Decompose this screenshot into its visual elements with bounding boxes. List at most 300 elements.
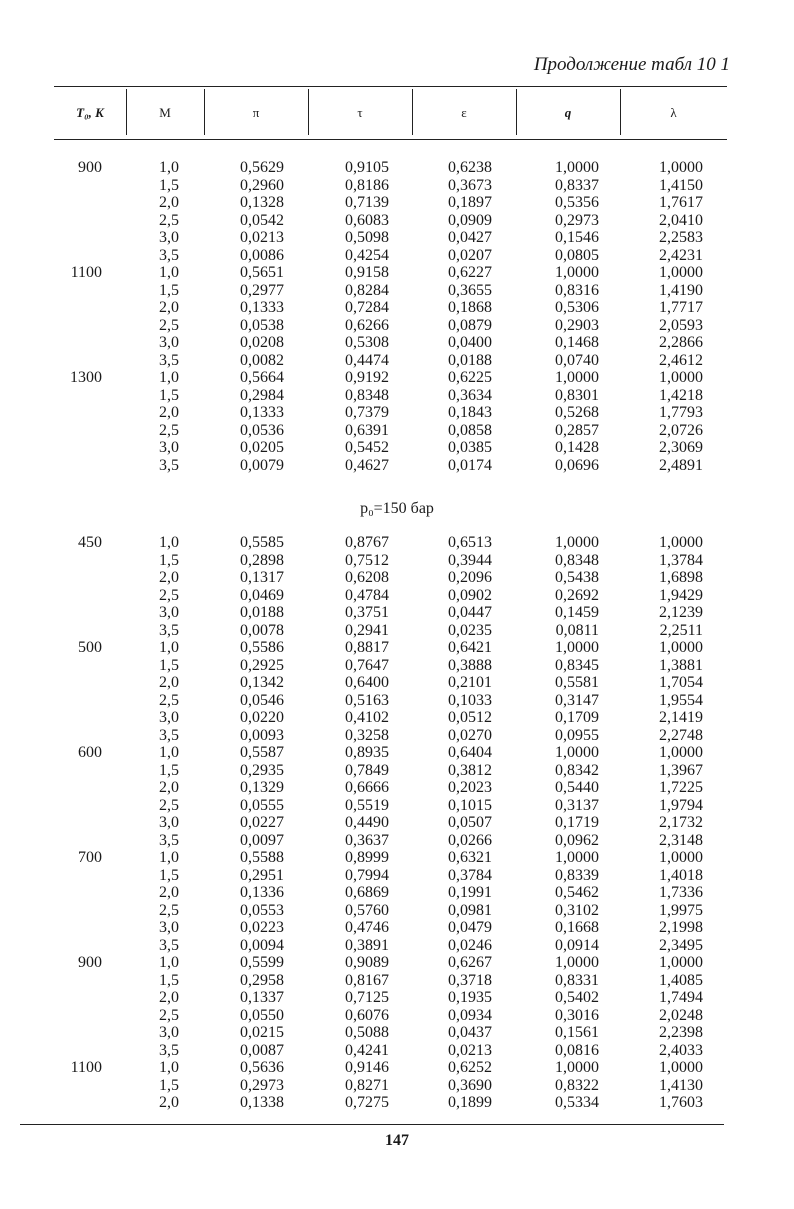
pi-cell: 0,1317 (240, 569, 284, 586)
eps-cell: 0,0512 (448, 709, 492, 726)
lambda-cell: 1,7336 (659, 884, 703, 901)
lambda-cell: 1,0000 (659, 849, 703, 866)
pi-cell: 0,0223 (240, 919, 284, 936)
lambda-cell: 2,4891 (659, 456, 703, 474)
m-cell: 2,5 (159, 901, 179, 919)
m-cell: 2,0 (159, 779, 179, 796)
pi-cell: 0,0188 (240, 604, 284, 621)
eps-cell: 0,0479 (448, 919, 492, 936)
pi-cell: 0,0093 (240, 726, 284, 744)
table-row (0, 954, 794, 972)
lambda-cell: 2,2748 (659, 726, 703, 744)
pi-cell: 0,2951 (240, 866, 284, 884)
table-row (0, 972, 794, 990)
eps-cell: 0,1033 (448, 691, 492, 709)
lambda-cell: 1,0000 (659, 264, 703, 281)
eps-cell: 0,0246 (448, 936, 492, 954)
eps-cell: 0,1991 (448, 884, 492, 901)
tau-cell: 0,6400 (345, 674, 389, 691)
q-cell: 0,5438 (555, 569, 599, 586)
pi-cell: 0,5629 (240, 159, 284, 176)
section-label: p₀=150 бар (360, 500, 434, 517)
lambda-cell: 2,0410 (659, 211, 703, 229)
footer-rule (20, 1124, 724, 1125)
header-bottom-rule (54, 139, 727, 140)
eps-cell: 0,0507 (448, 814, 492, 831)
m-cell: 2,5 (159, 1006, 179, 1024)
pi-cell: 0,1337 (240, 989, 284, 1006)
m-cell: 1,0 (159, 744, 179, 761)
m-cell: 1,5 (159, 866, 179, 884)
eps-cell: 0,0909 (448, 211, 492, 229)
lambda-cell: 1,9554 (659, 691, 703, 709)
page-number: 147 (385, 1132, 409, 1149)
m-cell: 1,5 (159, 1076, 179, 1094)
m-cell: 3,5 (159, 456, 179, 474)
pi-cell: 0,5588 (240, 849, 284, 866)
column-divider (412, 89, 413, 135)
lambda-cell: 2,1419 (659, 709, 703, 726)
table-row (0, 369, 794, 387)
m-cell: 1,0 (159, 159, 179, 176)
header-lambda: λ (670, 105, 677, 120)
q-cell: 0,0816 (555, 1041, 599, 1059)
table-row (0, 727, 794, 745)
table-row (0, 867, 794, 885)
m-cell: 1,0 (159, 264, 179, 281)
tau-cell: 0,7379 (345, 404, 389, 421)
m-cell: 3,5 (159, 936, 179, 954)
m-cell: 2,0 (159, 1094, 179, 1111)
m-cell: 3,0 (159, 1024, 179, 1041)
pi-cell: 0,0213 (240, 229, 284, 246)
table-row (0, 457, 794, 475)
q-cell: 1,0000 (555, 849, 599, 866)
column-divider (516, 89, 517, 135)
pi-cell: 0,5636 (240, 1059, 284, 1076)
lambda-cell: 1,3784 (659, 551, 703, 569)
m-cell: 3,5 (159, 1041, 179, 1059)
table-row (0, 692, 794, 710)
pi-cell: 0,1333 (240, 404, 284, 421)
m-cell: 1,5 (159, 971, 179, 989)
tau-cell: 0,2941 (345, 621, 389, 639)
pi-cell: 0,5587 (240, 744, 284, 761)
eps-cell: 0,3812 (448, 761, 492, 779)
eps-cell: 0,2096 (448, 569, 492, 586)
m-cell: 2,5 (159, 421, 179, 439)
lambda-cell: 1,3881 (659, 656, 703, 674)
eps-cell: 0,0207 (448, 246, 492, 264)
table-row (0, 352, 794, 370)
q-cell: 0,1459 (555, 604, 599, 621)
table-row (0, 552, 794, 570)
lambda-cell: 2,1732 (659, 814, 703, 831)
tau-cell: 0,6666 (345, 779, 389, 796)
q-cell: 0,8339 (555, 866, 599, 884)
table-row (0, 639, 794, 657)
lambda-cell: 1,4190 (659, 281, 703, 299)
eps-cell: 0,0902 (448, 586, 492, 604)
table-row (0, 814, 794, 832)
eps-cell: 0,1899 (448, 1094, 492, 1111)
m-cell: 3,0 (159, 814, 179, 831)
m-cell: 3,0 (159, 334, 179, 351)
m-cell: 3,5 (159, 726, 179, 744)
eps-cell: 0,0934 (448, 1006, 492, 1024)
eps-cell: 0,6225 (448, 369, 492, 386)
lambda-cell: 1,4130 (659, 1076, 703, 1094)
pi-cell: 0,0208 (240, 334, 284, 351)
table-row (0, 1007, 794, 1025)
tau-cell: 0,5098 (345, 229, 389, 246)
header-eps: ε (461, 105, 467, 120)
pi-cell: 0,0082 (240, 351, 284, 369)
tau-cell: 0,8284 (345, 281, 389, 299)
q-cell: 0,1709 (555, 709, 599, 726)
table-row (0, 387, 794, 405)
m-cell: 2,0 (159, 674, 179, 691)
tau-cell: 0,9158 (345, 264, 389, 281)
pi-cell: 0,1333 (240, 299, 284, 316)
q-cell: 0,5356 (555, 194, 599, 211)
t0-cell: 1100 (70, 1059, 102, 1076)
m-cell: 3,0 (159, 709, 179, 726)
eps-cell: 0,6238 (448, 159, 492, 176)
table-row (0, 534, 794, 552)
m-cell: 3,0 (159, 604, 179, 621)
pi-cell: 0,2977 (240, 281, 284, 299)
q-cell: 0,8345 (555, 656, 599, 674)
table-row (0, 282, 794, 300)
q-cell: 0,5268 (555, 404, 599, 421)
pi-cell: 0,5599 (240, 954, 284, 971)
eps-cell: 0,6321 (448, 849, 492, 866)
table-row (0, 884, 794, 902)
table-row (0, 334, 794, 352)
m-cell: 2,0 (159, 569, 179, 586)
q-cell: 0,0740 (555, 351, 599, 369)
tau-cell: 0,8817 (345, 639, 389, 656)
eps-cell: 0,3655 (448, 281, 492, 299)
lambda-cell: 1,7054 (659, 674, 703, 691)
tau-cell: 0,4102 (345, 709, 389, 726)
t0-cell: 1100 (70, 264, 102, 281)
table-row (0, 1042, 794, 1060)
pi-cell: 0,0550 (240, 1006, 284, 1024)
eps-cell: 0,0400 (448, 334, 492, 351)
tau-cell: 0,3751 (345, 604, 389, 621)
t0-cell: 600 (78, 744, 102, 761)
pi-cell: 0,0086 (240, 246, 284, 264)
q-cell: 0,0955 (555, 726, 599, 744)
pi-cell: 0,0555 (240, 796, 284, 814)
eps-cell: 0,2101 (448, 674, 492, 691)
lambda-cell: 1,4085 (659, 971, 703, 989)
m-cell: 1,0 (159, 534, 179, 551)
m-cell: 2,5 (159, 586, 179, 604)
lambda-cell: 1,4218 (659, 386, 703, 404)
tau-cell: 0,8935 (345, 744, 389, 761)
m-cell: 2,5 (159, 211, 179, 229)
lambda-cell: 2,1239 (659, 604, 703, 621)
m-cell: 3,0 (159, 439, 179, 456)
t0-cell: 900 (78, 954, 102, 971)
q-cell: 0,0962 (555, 831, 599, 849)
table-row (0, 657, 794, 675)
table-row (0, 1059, 794, 1077)
q-cell: 0,1719 (555, 814, 599, 831)
tau-cell: 0,4490 (345, 814, 389, 831)
q-cell: 0,8337 (555, 176, 599, 194)
tau-cell: 0,7647 (345, 656, 389, 674)
q-cell: 0,3016 (555, 1006, 599, 1024)
table-row (0, 177, 794, 195)
table-row (0, 439, 794, 457)
tau-cell: 0,7849 (345, 761, 389, 779)
m-cell: 1,0 (159, 639, 179, 656)
m-cell: 3,0 (159, 229, 179, 246)
lambda-cell: 2,0248 (659, 1006, 703, 1024)
eps-cell: 0,0427 (448, 229, 492, 246)
q-cell: 0,2973 (555, 211, 599, 229)
m-cell: 1,5 (159, 386, 179, 404)
eps-cell: 0,2023 (448, 779, 492, 796)
pi-cell: 0,2898 (240, 551, 284, 569)
table-row (0, 989, 794, 1007)
pi-cell: 0,1336 (240, 884, 284, 901)
pi-cell: 0,5586 (240, 639, 284, 656)
eps-cell: 0,1868 (448, 299, 492, 316)
tau-cell: 0,9105 (345, 159, 389, 176)
lambda-cell: 2,2866 (659, 334, 703, 351)
t0-cell: 1300 (70, 369, 102, 386)
table-row (0, 212, 794, 230)
m-cell: 2,5 (159, 691, 179, 709)
table-row (0, 247, 794, 265)
eps-cell: 0,3718 (448, 971, 492, 989)
q-cell: 0,8342 (555, 761, 599, 779)
q-cell: 0,1561 (555, 1024, 599, 1041)
q-cell: 1,0000 (555, 264, 599, 281)
tau-cell: 0,6391 (345, 421, 389, 439)
tau-cell: 0,3258 (345, 726, 389, 744)
table-row (0, 604, 794, 622)
eps-cell: 0,6252 (448, 1059, 492, 1076)
table-row (0, 422, 794, 440)
tau-cell: 0,8167 (345, 971, 389, 989)
lambda-cell: 1,9794 (659, 796, 703, 814)
q-cell: 0,8316 (555, 281, 599, 299)
table-row (0, 902, 794, 920)
tau-cell: 0,9192 (345, 369, 389, 386)
q-cell: 1,0000 (555, 639, 599, 656)
m-cell: 1,0 (159, 954, 179, 971)
tau-cell: 0,4784 (345, 586, 389, 604)
pi-cell: 0,2958 (240, 971, 284, 989)
m-cell: 1,0 (159, 369, 179, 386)
tau-cell: 0,6208 (345, 569, 389, 586)
q-cell: 1,0000 (555, 744, 599, 761)
tau-cell: 0,9146 (345, 1059, 389, 1076)
lambda-cell: 1,4018 (659, 866, 703, 884)
tau-cell: 0,8186 (345, 176, 389, 194)
table-row (0, 569, 794, 587)
column-divider (126, 89, 127, 135)
pi-cell: 0,0097 (240, 831, 284, 849)
tau-cell: 0,6869 (345, 884, 389, 901)
table-row (0, 849, 794, 867)
q-cell: 0,2857 (555, 421, 599, 439)
lambda-cell: 1,7617 (659, 194, 703, 211)
q-cell: 0,8301 (555, 386, 599, 404)
t0-cell: 500 (78, 639, 102, 656)
lambda-cell: 1,9429 (659, 586, 703, 604)
tau-cell: 0,3891 (345, 936, 389, 954)
eps-cell: 0,3690 (448, 1076, 492, 1094)
eps-cell: 0,1935 (448, 989, 492, 1006)
pi-cell: 0,2973 (240, 1076, 284, 1094)
lambda-cell: 1,0000 (659, 369, 703, 386)
eps-cell: 0,0235 (448, 621, 492, 639)
lambda-cell: 1,0000 (659, 534, 703, 551)
q-cell: 0,2692 (555, 586, 599, 604)
eps-cell: 0,0981 (448, 901, 492, 919)
table-row (0, 622, 794, 640)
q-cell: 0,0914 (555, 936, 599, 954)
tau-cell: 0,8767 (345, 534, 389, 551)
eps-cell: 0,1897 (448, 194, 492, 211)
header-top-rule (54, 86, 727, 87)
eps-cell: 0,6513 (448, 534, 492, 551)
q-cell: 0,5402 (555, 989, 599, 1006)
lambda-cell: 1,3967 (659, 761, 703, 779)
q-cell: 0,5462 (555, 884, 599, 901)
tau-cell: 0,6083 (345, 211, 389, 229)
t0-cell: 900 (78, 159, 102, 176)
q-cell: 0,1668 (555, 919, 599, 936)
lambda-cell: 1,7603 (659, 1094, 703, 1111)
eps-cell: 0,6267 (448, 954, 492, 971)
pi-cell: 0,0538 (240, 316, 284, 334)
tau-cell: 0,4474 (345, 351, 389, 369)
eps-cell: 0,0266 (448, 831, 492, 849)
tau-cell: 0,8348 (345, 386, 389, 404)
table-row (0, 832, 794, 850)
q-cell: 0,5306 (555, 299, 599, 316)
q-cell: 0,3102 (555, 901, 599, 919)
tau-cell: 0,4627 (345, 456, 389, 474)
tau-cell: 0,7275 (345, 1094, 389, 1111)
pi-cell: 0,5664 (240, 369, 284, 386)
lambda-cell: 2,2583 (659, 229, 703, 246)
tau-cell: 0,8999 (345, 849, 389, 866)
pi-cell: 0,0469 (240, 586, 284, 604)
lambda-cell: 1,7793 (659, 404, 703, 421)
tau-cell: 0,7512 (345, 551, 389, 569)
pi-cell: 0,2925 (240, 656, 284, 674)
pi-cell: 0,0078 (240, 621, 284, 639)
lambda-cell: 1,7717 (659, 299, 703, 316)
table-row (0, 1077, 794, 1095)
pi-cell: 0,0079 (240, 456, 284, 474)
m-cell: 2,0 (159, 194, 179, 211)
m-cell: 1,5 (159, 656, 179, 674)
lambda-cell: 1,0000 (659, 639, 703, 656)
lambda-cell: 2,0726 (659, 421, 703, 439)
tau-cell: 0,3637 (345, 831, 389, 849)
table-row (0, 762, 794, 780)
m-cell: 2,0 (159, 404, 179, 421)
eps-cell: 0,3673 (448, 176, 492, 194)
header-pi: π (252, 105, 260, 120)
table-row (0, 229, 794, 247)
q-cell: 0,1468 (555, 334, 599, 351)
m-cell: 2,5 (159, 316, 179, 334)
column-divider (620, 89, 621, 135)
tau-cell: 0,7139 (345, 194, 389, 211)
tau-cell: 0,6266 (345, 316, 389, 334)
column-divider (204, 89, 205, 135)
lambda-cell: 2,3148 (659, 831, 703, 849)
eps-cell: 0,1843 (448, 404, 492, 421)
tau-cell: 0,5163 (345, 691, 389, 709)
table-row (0, 587, 794, 605)
q-cell: 0,3137 (555, 796, 599, 814)
pi-cell: 0,5651 (240, 264, 284, 281)
eps-cell: 0,0385 (448, 439, 492, 456)
eps-cell: 0,6421 (448, 639, 492, 656)
lambda-cell: 1,7494 (659, 989, 703, 1006)
m-cell: 3,0 (159, 919, 179, 936)
eps-cell: 0,1015 (448, 796, 492, 814)
q-cell: 0,5581 (555, 674, 599, 691)
tau-cell: 0,7284 (345, 299, 389, 316)
header-t0: T₀, K (76, 105, 104, 120)
q-cell: 0,0805 (555, 246, 599, 264)
q-cell: 0,0811 (555, 621, 599, 639)
table-row (0, 299, 794, 317)
pi-cell: 0,0215 (240, 1024, 284, 1041)
pi-cell: 0,1342 (240, 674, 284, 691)
eps-cell: 0,0270 (448, 726, 492, 744)
tau-cell: 0,7125 (345, 989, 389, 1006)
m-cell: 3,5 (159, 621, 179, 639)
tau-cell: 0,9089 (345, 954, 389, 971)
pi-cell: 0,0227 (240, 814, 284, 831)
pi-cell: 0,0087 (240, 1041, 284, 1059)
table-row (0, 744, 794, 762)
tau-cell: 0,4241 (345, 1041, 389, 1059)
lambda-cell: 1,7225 (659, 779, 703, 796)
eps-cell: 0,0188 (448, 351, 492, 369)
eps-cell: 0,3888 (448, 656, 492, 674)
table-row (0, 317, 794, 335)
tau-cell: 0,5088 (345, 1024, 389, 1041)
eps-cell: 0,3944 (448, 551, 492, 569)
pi-cell: 0,0094 (240, 936, 284, 954)
table-caption: Продолжение табл 10 1 (533, 54, 730, 75)
lambda-cell: 2,4231 (659, 246, 703, 264)
pi-cell: 0,0220 (240, 709, 284, 726)
tau-cell: 0,4746 (345, 919, 389, 936)
tau-cell: 0,5519 (345, 796, 389, 814)
lambda-cell: 1,6898 (659, 569, 703, 586)
table-row (0, 919, 794, 937)
eps-cell: 0,0879 (448, 316, 492, 334)
pi-cell: 0,1329 (240, 779, 284, 796)
column-divider (308, 89, 309, 135)
